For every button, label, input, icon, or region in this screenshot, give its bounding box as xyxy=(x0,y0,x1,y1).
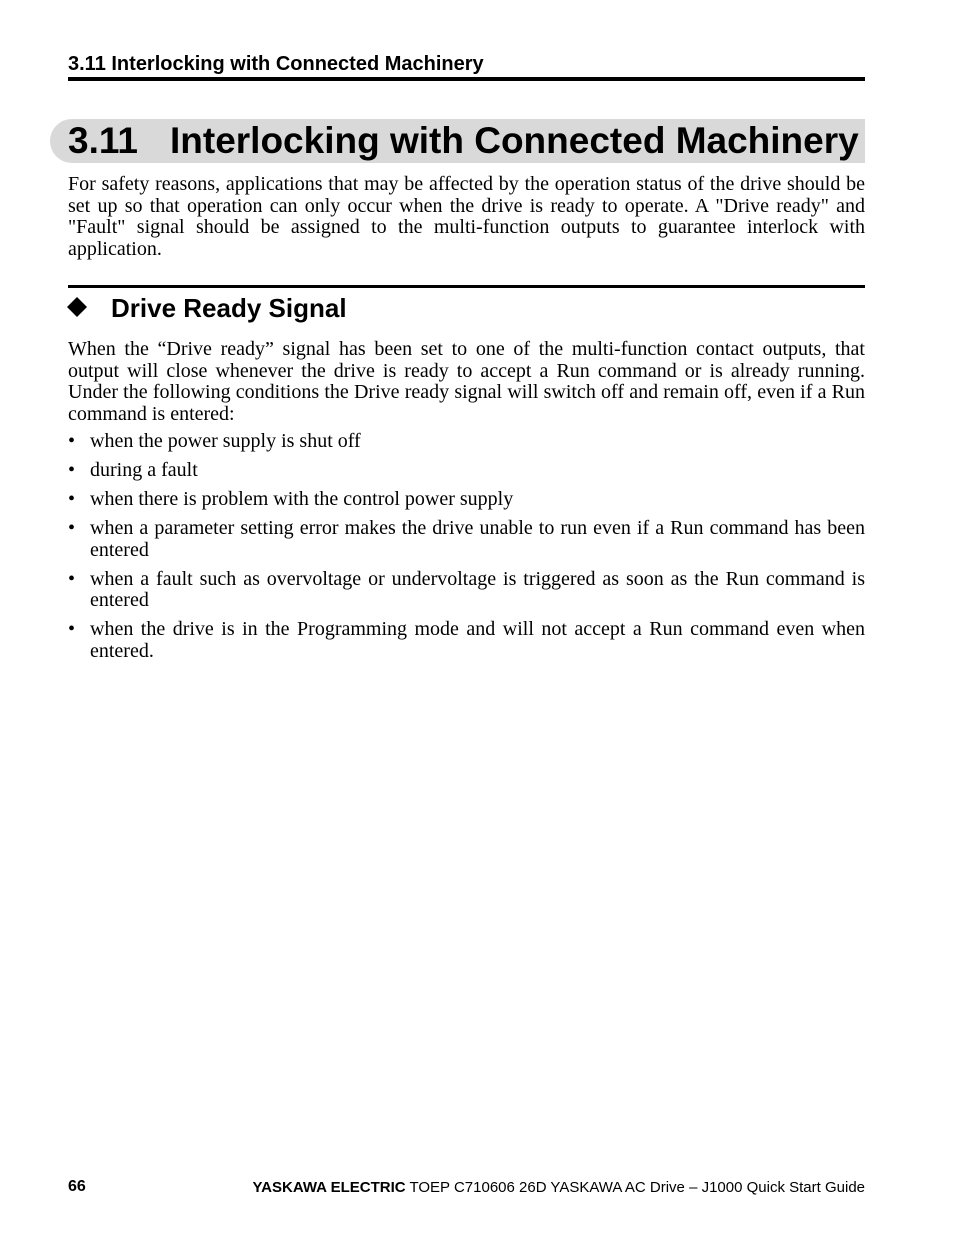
bullet-icon: • xyxy=(68,618,76,641)
running-header: 3.11 Interlocking with Connected Machinery xyxy=(68,53,484,75)
chapter-number: 3.11 xyxy=(68,120,138,161)
footer-brand: YASKAWA ELECTRIC xyxy=(252,1179,406,1196)
list-item: • when a fault such as overvoltage or undervoltage is triggered as soon as the Run command is entered xyxy=(68,567,865,612)
chapter-title-text: Interlocking with Connected Machinery xyxy=(170,120,859,161)
section-paragraph: When the “Drive ready” signal has been set to one of the multi-function contact outputs, that output will close whenever the drive is ready to accept a Run command or is already running. Under the following conditions the Drive ready signal will switch off and remain off, even if a Run command is entered: xyxy=(68,338,865,426)
list-item: • during a fault xyxy=(68,459,198,481)
diamond-icon xyxy=(67,297,87,317)
list-item: • when there is problem with the control power supply xyxy=(68,488,514,510)
section-title: Drive Ready Signal xyxy=(111,293,347,323)
chapter-title xyxy=(68,119,859,163)
list-item: • when the power supply is shut off xyxy=(68,430,361,452)
header-rule xyxy=(68,77,865,81)
footer-doc-info xyxy=(253,1178,865,1198)
list-item: • when the drive is in the Programming mode and will not accept a Run command even when entered. xyxy=(68,618,865,663)
section-rule xyxy=(68,285,865,288)
intro-paragraph: For safety reasons, applications that may be affected by the operation status of the drive should be set up so that operation can only occur when the drive is ready to operate. A "Drive ready" and "Fault" signal should be assigned to the multi-function outputs to guarantee interlock with application. xyxy=(68,173,865,261)
bullet-icon: • xyxy=(68,517,76,539)
bullet-icon: • xyxy=(68,459,76,481)
bullet-icon: • xyxy=(68,567,76,590)
bullet-icon: • xyxy=(68,488,76,510)
page-number: 66 xyxy=(68,1178,86,1195)
footer-doc-text: TOEP C710606 26D YASKAWA AC Drive – J1000 Quick Start Guide xyxy=(405,1179,865,1196)
list-item: • when a parameter setting error makes the drive unable to run even if a Run command has been entered xyxy=(68,517,865,561)
bullet-icon: • xyxy=(68,430,76,452)
condition-list xyxy=(68,431,865,670)
